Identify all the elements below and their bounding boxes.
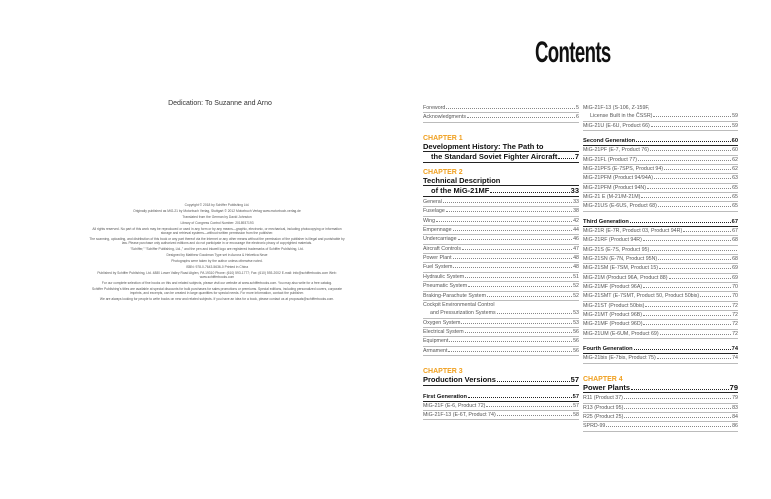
copyright-line: Schiffer Publishing's titles are available at special discounts for bulk purchases for sales promotions or premiums. Special editions, including personalized covers, corporate imprints, and excerpts, can be created in large quantities for special needs. For more information, contact the publisher. [92, 286, 342, 295]
toc-entry [583, 122, 738, 131]
page-number: 69 [732, 274, 738, 281]
page-number: 56 [573, 328, 579, 335]
chapter-label: CHAPTER 2 [423, 168, 463, 176]
toc-entry-text: Aircraft Controls [423, 245, 461, 252]
toc-entry-text: MiG-21SM (E-7SM, Product 15) [583, 265, 659, 272]
page-number: 70 [732, 293, 738, 300]
page-number: 68 [732, 237, 738, 244]
dot-leader [624, 417, 731, 418]
toc-entry-text: Hydraulic System [423, 273, 465, 280]
toc-entry-text: Acknowledgments [423, 114, 466, 121]
toc-entry-text: R25 (Product 25) [583, 414, 624, 421]
dot-leader [606, 426, 731, 427]
section-heading [423, 393, 579, 402]
dot-leader [630, 222, 731, 223]
toc-entry-text: MiG-21US (E-6US, Product 68) [583, 203, 657, 210]
dot-leader [631, 389, 729, 390]
dot-leader [660, 334, 731, 335]
page-number: 58 [573, 412, 579, 419]
toc-entry-text: Undercarriage [423, 236, 457, 243]
chapter-title [423, 153, 579, 163]
copyright-line: We are always looking for people to write books on new and related subjects. If you have an idea for a book, please contact us at proposals@schifferbooks.com. [99, 296, 335, 301]
dot-leader [497, 415, 572, 416]
dot-leader [636, 141, 731, 142]
page-number: 62 [732, 166, 738, 173]
copyright-line: Photographs were taken by the author unless otherwise noted. [171, 258, 263, 263]
page-number: 44 [573, 227, 579, 234]
toc-column-2 [583, 104, 738, 432]
toc-entry-text: Foreword [423, 105, 446, 111]
page-number: 65 [732, 184, 738, 191]
toc-entry-text: Fuselage [423, 208, 445, 215]
toc-entry [423, 301, 579, 319]
toc-entry-text: R11 (Product 37) [583, 395, 623, 402]
toc-entry-line2 [583, 112, 738, 120]
toc-entry [423, 254, 579, 263]
toc-entry [583, 274, 738, 283]
dot-leader [497, 381, 570, 382]
page-number: 57 [573, 402, 579, 409]
toc-entry-text: MiG-21MF (Product 96D) [583, 321, 643, 328]
toc-entry-text: MiG-21 E (M-21/M-21M) [583, 194, 641, 201]
dot-leader [446, 211, 572, 212]
dot-leader [634, 349, 731, 350]
chapter-title [423, 177, 579, 187]
toc-entry-text: MiG-21bis (E-7bis, Product 75) [583, 355, 656, 362]
dot-leader [653, 116, 731, 117]
dot-leader [449, 341, 572, 342]
dot-leader [657, 358, 731, 359]
page-number: 79 [729, 382, 738, 392]
toc-entry-text: Cockpit Environmental Control [423, 301, 495, 308]
chapter-title-text: Technical Description [423, 175, 501, 185]
toc-entry-text: MiG-21PF (E-7, Product 76) [583, 147, 649, 154]
copyright-line: Published by Schiffer Publishing, Ltd. 4880 Lower Valley Road Atglen, PA 19310 Phone: (610) 593-1777; Fax: (610) 593-2002 E-mail: info@schifferbooks.com Web: www.schifferbooks.com [97, 270, 337, 279]
dot-leader [436, 221, 572, 222]
toc-entry-text: Power Plant [423, 255, 452, 262]
toc-entry [423, 207, 579, 216]
toc-entry-text: MiG-21SMT (E-7SMT, Product 50, Product 50bis) [583, 293, 700, 300]
dot-leader [467, 117, 575, 118]
toc-entry-text: MiG-21F (E-6, Product 72) [423, 402, 486, 409]
dot-leader [641, 197, 731, 198]
copyright-line: "Schiffer," "Schiffer Publishing, Ltd.," and the pen and inkwell logo are registered trademarks of Schiffer Publishing, Ltd. [130, 246, 304, 251]
section-heading [583, 218, 738, 227]
toc-entry [423, 235, 579, 244]
dot-leader [558, 158, 573, 159]
toc-entry [583, 302, 738, 311]
dot-leader [645, 306, 731, 307]
toc-entry [583, 292, 738, 301]
dot-leader [654, 178, 731, 179]
dot-leader [462, 249, 572, 250]
toc-entry-text: and Pressurization Systems [430, 310, 496, 317]
toc-entry [583, 283, 738, 292]
dot-leader [443, 202, 572, 203]
dot-leader [490, 192, 569, 193]
toc-entry-line2 [423, 309, 579, 317]
dot-leader [647, 188, 731, 189]
toc-column-1 [423, 104, 579, 420]
page-number: 67 [732, 228, 738, 235]
dot-leader [643, 315, 731, 316]
toc-entry [423, 292, 579, 301]
dot-leader [465, 277, 572, 278]
page-number: 62 [732, 156, 738, 163]
page-number: 60 [732, 147, 738, 154]
toc-entry [423, 411, 579, 420]
dot-leader [468, 397, 572, 398]
dot-leader [458, 239, 573, 240]
chapter-title [423, 187, 579, 197]
chapter-title [583, 384, 738, 394]
dot-leader [651, 126, 731, 127]
page-number: 86 [732, 423, 738, 430]
dot-leader [658, 206, 731, 207]
toc-entry [583, 311, 738, 320]
toc-entry-text: R13 (Product 95) [583, 404, 624, 411]
page-number: 53 [573, 310, 579, 317]
toc-entry [583, 255, 738, 264]
page-number: 72 [732, 321, 738, 328]
toc-entry [583, 165, 738, 174]
page-number: 57 [570, 374, 579, 384]
page-number: 52 [573, 292, 579, 299]
toc-entry [583, 104, 738, 122]
toc-entry [423, 347, 579, 356]
page-number: 42 [573, 217, 579, 224]
chapter-title [423, 376, 579, 386]
toc-entry-text: Pneumatic System [423, 283, 468, 290]
toc-entry-text: MiG-21PFS (E-7SPS, Product 94) [583, 166, 664, 173]
page-number: 72 [732, 330, 738, 337]
page-number: 74 [732, 355, 738, 362]
toc-entry [583, 227, 738, 236]
toc-entry [583, 264, 738, 273]
toc-entry [583, 394, 738, 403]
page-number: 69 [732, 265, 738, 272]
dot-leader [650, 150, 731, 151]
dot-leader [643, 287, 731, 288]
dot-leader [446, 108, 575, 109]
dot-leader [664, 169, 731, 170]
page-number: 6 [576, 114, 579, 121]
toc-entry [583, 320, 738, 329]
dot-leader [683, 231, 731, 232]
toc-entry [583, 184, 738, 193]
toc-entry [583, 156, 738, 165]
toc-entry-text: Oxygen System [423, 319, 461, 326]
toc-entry [583, 193, 738, 202]
copyright-block [88, 203, 346, 303]
toc-entry [423, 113, 579, 122]
toc-entry [423, 319, 579, 328]
section-heading-text: First Generation [423, 393, 467, 400]
page-number: 68 [732, 256, 738, 263]
toc-entry-text: MiG-21MF (Product 96A) [583, 284, 643, 291]
dot-leader [624, 408, 731, 409]
toc-entry-text: General [423, 199, 442, 206]
chapter-label: CHAPTER 4 [583, 375, 623, 383]
page-number: 51 [573, 273, 579, 280]
copyright-line: Library of Congress Control Number: 2018937193 [180, 220, 254, 225]
dot-leader [453, 267, 572, 268]
chapter-label: CHAPTER 1 [423, 134, 463, 142]
copyright-line: Translated from the German by David Johnston [182, 214, 252, 219]
page-number: 33 [570, 186, 579, 196]
page-number: 52 [573, 283, 579, 290]
dot-leader [638, 160, 731, 161]
toc-entry [583, 202, 738, 211]
toc-entry-text: MiG-21UM (E-6UM, Product 69) [583, 330, 659, 337]
page-number: 65 [732, 194, 738, 201]
section-heading-text: Second Generation [583, 138, 636, 145]
section-heading-text: Third Generation [583, 218, 629, 225]
chapter-title-text: of the MiG-21MF [431, 186, 490, 196]
page-number: 83 [732, 404, 738, 411]
toc-entry-text: Armament [423, 347, 448, 354]
page-number: 56 [573, 347, 579, 354]
toc-entry [423, 402, 579, 411]
page-number: 33 [573, 199, 579, 206]
page-number: 56 [573, 338, 579, 345]
toc-entry-text: MiG-21M (Product 96A, Product 88) [583, 274, 668, 281]
dot-leader [624, 398, 731, 399]
page-number: 79 [732, 395, 738, 402]
toc-entry [423, 273, 579, 282]
toc-entry-text: MiG-21U (E-6U, Product 66) [583, 122, 650, 129]
dot-leader [487, 296, 572, 297]
toc-entry-text: License Built in the ČSSR) [590, 113, 653, 120]
chapter-title [423, 143, 579, 153]
dot-leader [448, 351, 572, 352]
copyright-line: ISBN: 978-0-7643-5636-0 Printed in China [185, 264, 249, 269]
toc-entry-text: MiG-21PFM (Product 94N) [583, 184, 646, 191]
page-number: 5 [576, 105, 579, 111]
toc-entry [423, 245, 579, 254]
toc-entry [423, 337, 579, 346]
toc-entry-text: MiG-21F-13 (E-6T, Product 74) [423, 412, 496, 419]
chapter-title-text: Production Versions [423, 374, 496, 384]
page-number: 74 [731, 346, 738, 353]
dot-leader [643, 324, 731, 325]
toc-entry-text: MiG-21ST (Product 50bis) [583, 302, 645, 309]
toc-entry-text: Empennage [423, 227, 452, 234]
toc-entry [583, 404, 738, 413]
copyright-line: Designed by Matthew Goodman Type set in Aurora & Helvetica Neue [166, 252, 268, 257]
toc-entry-text: MiG-21MT (Product 96B) [583, 312, 643, 319]
page-number: 47 [573, 245, 579, 252]
spacer [423, 123, 579, 129]
page-number: 59 [732, 113, 738, 120]
spacer [423, 356, 579, 362]
page-number: 67 [731, 218, 738, 225]
toc-entry [423, 104, 579, 113]
page-number: 63 [732, 175, 738, 182]
copyright-line: Copyright © 2018 by Schiffer Publishing Ltd. [184, 203, 250, 207]
toc-entry-text: Electrical System [423, 328, 464, 335]
toc-entry [423, 198, 579, 207]
toc-entry [423, 263, 579, 272]
dot-leader [465, 332, 572, 333]
toc-entry-text: Braking-Parachute System [423, 292, 487, 299]
toc-entry-text: MiG-21S (E-7S, Product 95) [583, 246, 650, 253]
toc-entry [583, 246, 738, 255]
dot-leader [700, 296, 731, 297]
toc-entry [583, 413, 738, 422]
page-number: 60 [731, 138, 738, 145]
toc-entry-text: MiG-21FL (Product 77) [583, 156, 637, 163]
dot-leader [497, 313, 572, 314]
dot-leader [486, 406, 572, 407]
toc-entry-text: Equipment [423, 338, 449, 345]
toc-entry [423, 328, 579, 337]
page-number: 38 [573, 208, 579, 215]
toc-entry [583, 236, 738, 245]
dot-leader [453, 230, 573, 231]
toc-entry [583, 146, 738, 155]
page-number: 65 [732, 203, 738, 210]
toc-entry-text: Fuel System [423, 264, 453, 271]
toc-entry [583, 330, 738, 339]
toc-entry-text: SPRD-99 [583, 423, 606, 430]
copyright-line: For our complete selection of fine books on this and related subjects, please visit our website at www.schifferbooks.com. You may also write for a free catalog. [101, 280, 333, 285]
toc-entry [423, 217, 579, 226]
toc-entry-text: MiG-21SN (E-7N, Product 95N) [583, 256, 658, 263]
section-heading-text: Fourth Generation [583, 346, 633, 353]
page-number: 46 [573, 236, 579, 243]
page-number: 70 [732, 284, 738, 291]
page-number: 48 [573, 255, 579, 262]
dot-leader [658, 259, 731, 260]
section-heading [583, 345, 738, 354]
dot-leader [650, 250, 737, 251]
toc-entry-text: MiG-21PFM (Product 94/94A) [583, 175, 654, 182]
toc-entry-text: MiG-21R (E-7R, Product 03, Product 94R) [583, 228, 683, 235]
page-number: 53 [573, 319, 579, 326]
page-number: 72 [732, 302, 738, 309]
chapter-title-text: the Standard Soviet Fighter Aircraft [431, 152, 558, 162]
toc-entry [423, 282, 579, 291]
dot-leader [643, 240, 731, 241]
dedication: Dedication: To Suzanne and Arno [168, 100, 272, 107]
page-number: 57 [572, 393, 579, 400]
page-number: 7 [574, 152, 579, 162]
toc-entry [583, 354, 738, 363]
chapter-title-text: Development History: The Path to [423, 141, 544, 151]
page-number: 72 [732, 312, 738, 319]
chapter-label: CHAPTER 3 [423, 367, 463, 375]
dot-leader [659, 268, 731, 269]
toc-entry-text: MiG-21RF (Product 94R) [583, 237, 642, 244]
chapter-title-text: Power Plants [583, 382, 631, 392]
page-number: 59 [732, 122, 738, 129]
toc-entry [583, 422, 738, 431]
dot-leader [453, 258, 573, 259]
page-number: 48 [573, 264, 579, 271]
spacer [583, 364, 738, 370]
dot-leader [468, 286, 572, 287]
dot-leader [669, 278, 732, 279]
dot-leader [461, 323, 572, 324]
toc-entry [583, 174, 738, 183]
toc-entry-text: MiG-21F-13 (S-106, Z-159F, [583, 105, 650, 111]
toc-entry-text: Wing [423, 217, 436, 224]
section-heading [583, 137, 738, 146]
copyright-line: The scanning, uploading, and distribution of this book or any part thereof via the Internet or any other means without the permission of the publisher is illegal and punishable by law. Please purchase only authorized editions and do not participate in or encourage the electronic piracy of copyrighted materials. [89, 236, 345, 246]
page-title: Contents [535, 36, 611, 69]
copyright-line: All rights reserved. No part of this work may be reproduced or used in any form or by any means—graphic, electronic, or mechanical, including photocopying or information storage and retrieval systems—without written permission from the publisher. [92, 226, 342, 235]
copyright-line: Originally published as MiG-21 by Motorbuch Verlag, Stuttgart © 2012 Motorbuch Verlag www.motorbuch-verlag.de [133, 208, 301, 213]
toc-entry [423, 226, 579, 235]
page-number: 84 [732, 414, 738, 421]
